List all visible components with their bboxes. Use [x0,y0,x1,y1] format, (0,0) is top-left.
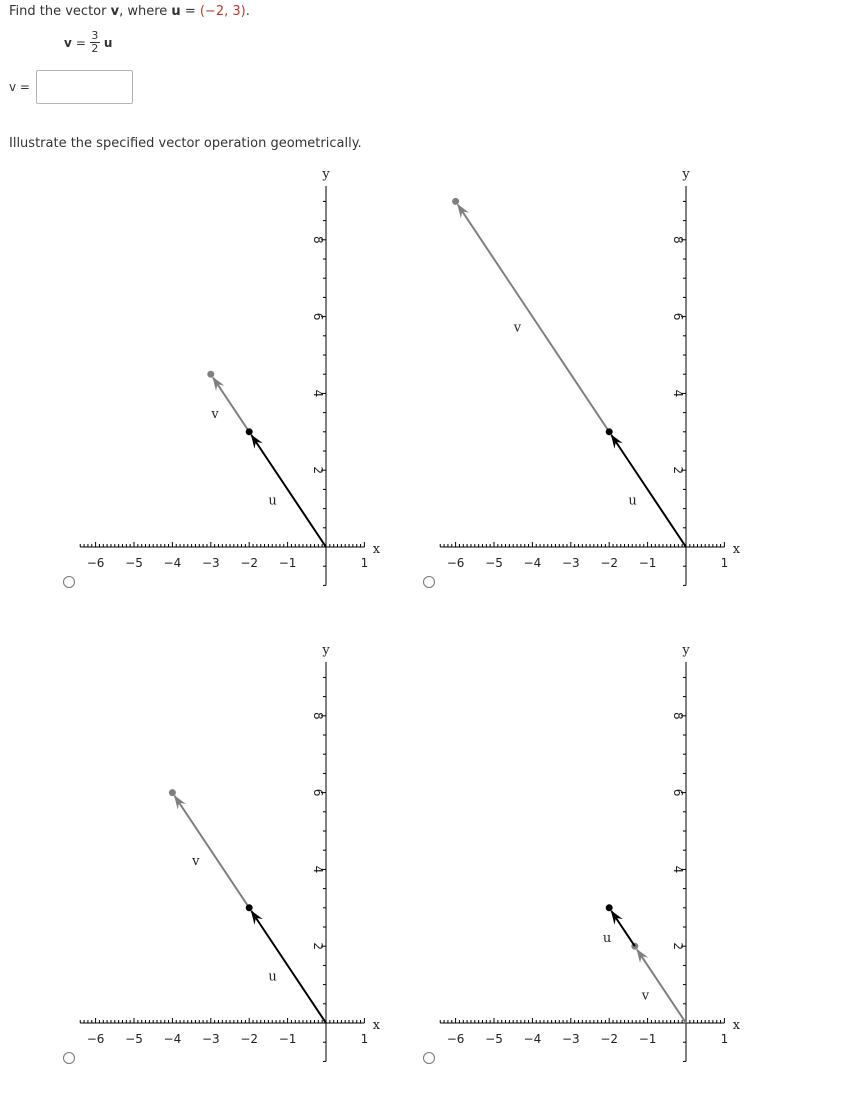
x-tick-label: −6 [446,556,465,570]
vector-v-label: v [211,406,219,422]
y-tick-label: 6 [671,312,685,321]
vector-v-line [175,796,250,908]
y-tick-label: 8 [311,711,325,720]
question-eq: = [180,4,200,19]
x-tick-label: −6 [86,556,105,570]
x-tick-label: −2 [600,556,619,570]
option-4-plot [360,636,790,1106]
vector-u-label: u [628,493,637,509]
y-tick-label: 8 [671,711,685,720]
x-tick-label: −1 [278,556,297,570]
fraction [90,30,100,55]
vector-v-endpoint [452,198,459,205]
answer-label: v = [9,80,30,94]
vector-v-label: v [513,320,522,336]
vector-v-endpoint [207,371,214,378]
vector-u-label: u [268,493,277,509]
vector-v-line [458,205,609,432]
x-tick-label: −3 [201,1032,220,1046]
x-tick-label: −5 [485,1032,503,1046]
question-prefix: Find the vector [9,4,111,19]
x-tick-label: −1 [278,1032,297,1046]
chart-svg [360,636,790,1076]
vector-u-line [611,435,686,547]
fraction-denominator: 2 [91,42,99,55]
answer-row [9,70,133,104]
chart-svg [360,160,790,600]
vector-v-label: v [192,854,200,870]
y-axis-label: y [322,643,330,659]
y-tick-label: 4 [311,389,325,398]
y-axis-label: y [682,167,690,183]
x-tick-label: −3 [561,1032,580,1046]
x-tick-label: −4 [163,1032,182,1046]
y-axis-label: y [322,167,330,183]
x-axis-label: x [372,1018,381,1033]
question-period: . [245,4,250,19]
instruction-text: Illustrate the specified vector operation geometrically. [9,136,362,151]
y-tick-label: 6 [311,788,325,797]
x-tick-label: −3 [561,556,580,570]
x-tick-label: −5 [125,1032,143,1046]
x-tick-label: 1 [720,1032,729,1046]
vector-u-arrowhead [251,910,263,924]
x-tick-label: −4 [523,1032,542,1046]
x-tick-label: −2 [600,1032,619,1046]
vector-v-line [637,950,686,1023]
x-tick-label: −5 [125,556,143,570]
y-tick-label: 2 [311,466,325,475]
option-3-radio[interactable] [63,1052,75,1064]
option-4-radio[interactable] [423,1052,435,1064]
u-value: (−2, 3) [199,4,246,19]
fraction-numerator: 3 [91,29,99,42]
x-tick-label: −5 [485,556,503,570]
vector-u-endpoint [606,904,613,911]
x-axis-label: x [372,542,381,557]
option-1-radio[interactable] [63,576,75,588]
vector-u-arrowhead [251,434,263,448]
y-tick-label: 8 [671,235,685,244]
y-axis-label: y [682,643,690,659]
vector-v-line [213,378,249,432]
x-tick-label: −4 [163,556,182,570]
vector-u-label: u [602,930,612,946]
vector-u-endpoint [246,428,253,435]
vector-v-label: v [641,988,650,1004]
y-tick-label: 2 [671,942,685,951]
question-middle: , where [119,4,172,19]
vector-v-endpoint [169,789,176,796]
x-tick-label: −1 [638,556,657,570]
vector-u-endpoint [606,428,613,435]
question-v: v [110,4,120,19]
x-tick-label: −6 [446,1032,465,1046]
question-u: u [171,4,181,19]
vector-u-endpoint [246,904,253,911]
x-tick-label: −2 [240,556,259,570]
y-tick-label: 4 [671,389,685,398]
x-axis-label: x [732,542,741,557]
vector-u-arrowhead [611,434,623,448]
y-tick-label: 6 [671,788,685,797]
option-2-radio[interactable] [423,576,435,588]
x-tick-label: −2 [240,1032,259,1046]
equation-rhs: u [103,35,113,50]
option-2-plot [360,160,790,630]
y-tick-label: 4 [671,865,685,874]
x-axis-label: x [732,1018,741,1033]
equation [64,30,112,55]
vector-u-line [251,435,326,547]
equation-equals: = [75,35,86,50]
y-tick-label: 6 [311,312,325,321]
question-text [9,4,250,19]
x-tick-label: −3 [201,556,220,570]
y-tick-label: 2 [311,942,325,951]
vector-v-arrowhead [636,949,648,963]
y-tick-label: 4 [311,865,325,874]
x-tick-label: −4 [523,556,542,570]
vector-u-label: u [268,969,277,985]
x-tick-label: 1 [720,556,729,570]
x-tick-label: −6 [86,1032,105,1046]
y-tick-label: 2 [671,466,685,475]
vector-v-arrowhead [174,795,186,809]
vector-v-arrowhead [212,377,224,391]
vector-u-arrowhead [611,910,623,924]
x-tick-label: 1 [360,1032,369,1046]
x-tick-label: 1 [360,556,369,570]
vector-u-line [251,911,326,1023]
y-tick-label: 8 [311,235,325,244]
vector-v-arrowhead [457,204,469,218]
x-tick-label: −1 [638,1032,657,1046]
equation-lhs: v [64,35,72,50]
answer-input[interactable] [36,70,133,104]
